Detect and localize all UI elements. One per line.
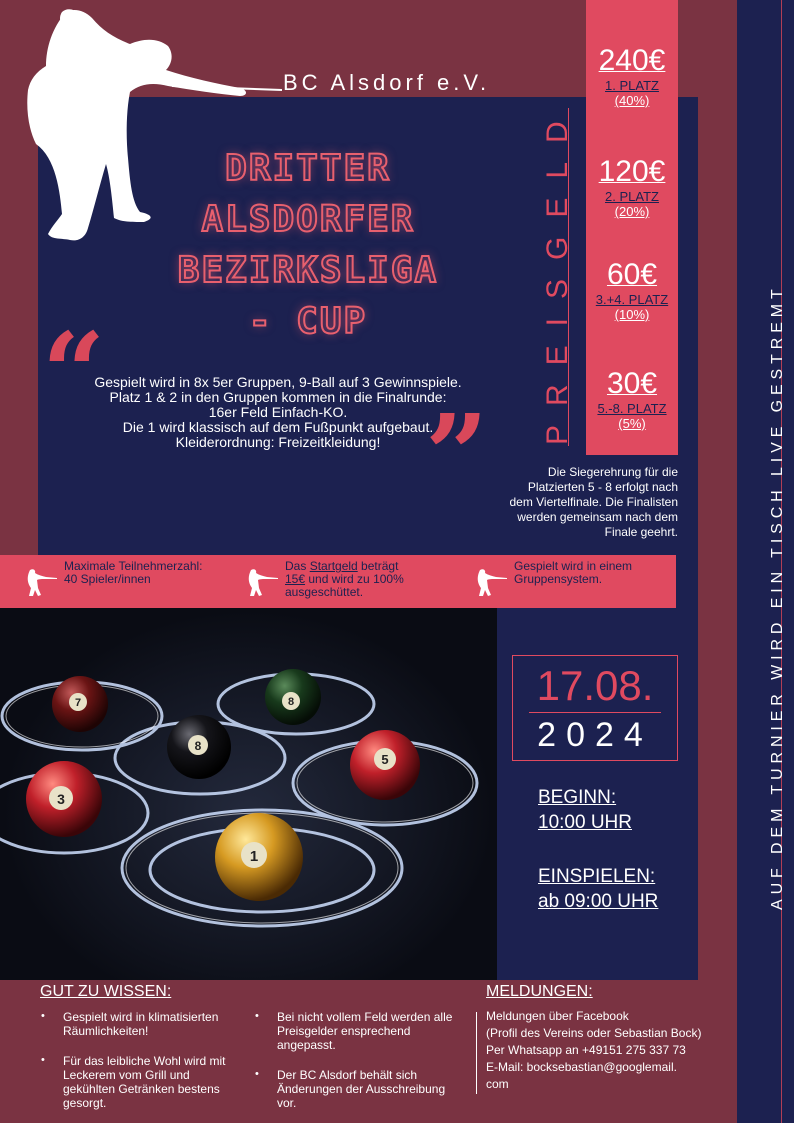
prize-percent: (20%) (614, 204, 650, 219)
warmup-time-value: ab 09:00 UHR (538, 891, 659, 912)
player-icon (24, 568, 58, 598)
title-line: - CUP (248, 301, 368, 342)
info-line: Gespielt wird in einem (514, 559, 633, 573)
billiard-ball (350, 730, 420, 800)
rules-line: Platz 1 & 2 in den Gruppen kommen in die Finalrunde: (109, 389, 447, 405)
prize-percent: (10%) (614, 307, 650, 322)
ball-number: 5 (381, 752, 389, 767)
registration-email[interactable]: com (486, 1077, 509, 1091)
info-line: Gruppensystem. (514, 572, 603, 586)
prize-place: 2. PLATZ (605, 189, 659, 204)
good-to-know-item: • Der BC Alsdorf behält sich Änderungen der Ausschreibung vor. (277, 1068, 467, 1110)
close-quote-icon: ” (425, 390, 489, 519)
title-line: DRITTER (225, 148, 391, 189)
good-to-know-heading: GUT ZU WISSEN: (40, 983, 172, 1000)
event-date-box (512, 655, 678, 761)
rules-line: 16er Feld Einfach-KO. (208, 404, 348, 420)
billiard-balls-photo (0, 608, 497, 980)
rules-line: Kleiderordnung: Freizeitkleidung! (175, 434, 381, 450)
prize-percent: (5%) (618, 416, 646, 431)
ball-number: 3 (57, 791, 65, 807)
warmup-time-label: EINSPIELEN: (538, 866, 656, 887)
info-text: und wird zu 100% (305, 572, 404, 586)
info-line: Maximale Teilnehmerzahl: (64, 559, 203, 573)
info-line: ausgeschüttet. (285, 585, 364, 599)
event-date-year: 2024 (537, 716, 653, 754)
startgeld-text: Startgeld (309, 559, 358, 573)
warmup-time (538, 864, 658, 914)
prize-heading: PREISGELD (541, 102, 574, 445)
info-text: Das (285, 559, 310, 573)
info-text: beträgt (357, 559, 399, 573)
start-time-label: BEGINN: (538, 787, 617, 808)
event-title (108, 143, 508, 347)
prize-place: 3.+4. PLATZ (595, 292, 669, 307)
livestream-note: AUF DEM TURNIER WIRD EIN TISCH LIVE GESTREMT (769, 284, 786, 910)
registration-divider (476, 1012, 477, 1094)
date-divider (529, 712, 661, 713)
billiard-ball (167, 715, 231, 779)
start-time-value: 10:00 UHR (538, 812, 632, 833)
ball-number: 1 (249, 848, 259, 865)
info-line: 40 Spieler/innen (64, 572, 151, 586)
billiard-ball (215, 813, 303, 901)
prize-entry (586, 258, 678, 322)
info-entry-fee (285, 560, 404, 599)
player-icon (474, 568, 508, 598)
registration-line: (Profil des Vereins oder Sebastian Bock) (486, 1026, 702, 1040)
prize-amount: 240€ (598, 44, 666, 77)
prize-amount: 120€ (598, 155, 666, 188)
rules-line: Gespielt wird in 8x 5er Gruppen, 9-Ball auf 3 Gewinnspiele. (94, 374, 462, 390)
rules-line: Die 1 wird klassisch auf dem Fußpunkt aufgebaut. (122, 419, 434, 435)
prize-entry (586, 44, 678, 108)
prize-place: 1. PLATZ (605, 78, 659, 93)
prize-amount: 30€ (606, 367, 658, 400)
club-name: BC Alsdorf e.V. (283, 70, 491, 95)
registration-heading: MELDUNGEN: (486, 983, 593, 1000)
ceremony-line: dem Viertelfinale. Die Finalisten (509, 495, 678, 509)
ceremony-line: Finale geehrt. (604, 525, 678, 539)
ceremony-line: Die Siegerehrung für die (547, 465, 678, 479)
prize-entry (586, 367, 678, 431)
ceremony-line: werden gemeinsam nach dem (517, 510, 678, 524)
prize-percent: (40%) (614, 93, 650, 108)
rules-text (68, 375, 488, 450)
good-to-know-item: • Gespielt wird in klimatisierten Räumlichkeiten! (63, 1010, 253, 1038)
prize-entry (586, 155, 678, 219)
info-max-participants (64, 560, 203, 586)
good-to-know-item: • Bei nicht vollem Feld werden alle Preisgelder ensprechend angepasst. (277, 1010, 457, 1052)
info-band (0, 555, 676, 608)
registration-line: Meldungen über Facebook (486, 1009, 629, 1023)
registration-email[interactable]: E-Mail: bocksebastian@googlemail. (486, 1060, 677, 1074)
registration-details (486, 1008, 726, 1093)
ceremony-line: Platzierten 5 - 8 erfolgt nach (527, 480, 678, 494)
prize-column (586, 0, 678, 455)
billiard-balls-image (0, 608, 497, 980)
ball-number: 8 (194, 739, 202, 753)
player-icon (245, 568, 279, 598)
prize-amount: 60€ (606, 258, 658, 291)
good-to-know-item: • Für das leibliche Wohl wird mit Leckerem vom Grill und gekühlten Getränken bestens gesorgt. (63, 1054, 243, 1110)
title-line: ALSDORFER (201, 199, 415, 240)
event-date-day: 17.08. (536, 662, 654, 709)
start-time (538, 785, 632, 835)
ball-number: 7 (74, 697, 82, 709)
billiard-ball (52, 676, 108, 732)
registration-line: Per Whatsapp an +49151 275 337 73 (486, 1043, 686, 1057)
ceremony-note (490, 465, 678, 540)
title-line: BEZIRKSLIGA (177, 250, 439, 291)
open-quote-icon: “ (42, 308, 106, 437)
date-panel (497, 555, 698, 980)
prize-place: 5.-8. PLATZ (597, 401, 667, 416)
billiard-ball (26, 761, 102, 837)
info-group-system (514, 560, 632, 586)
ball-number: 8 (287, 696, 295, 708)
billiard-ball (265, 669, 321, 725)
fee-amount: 15€ (285, 572, 306, 586)
